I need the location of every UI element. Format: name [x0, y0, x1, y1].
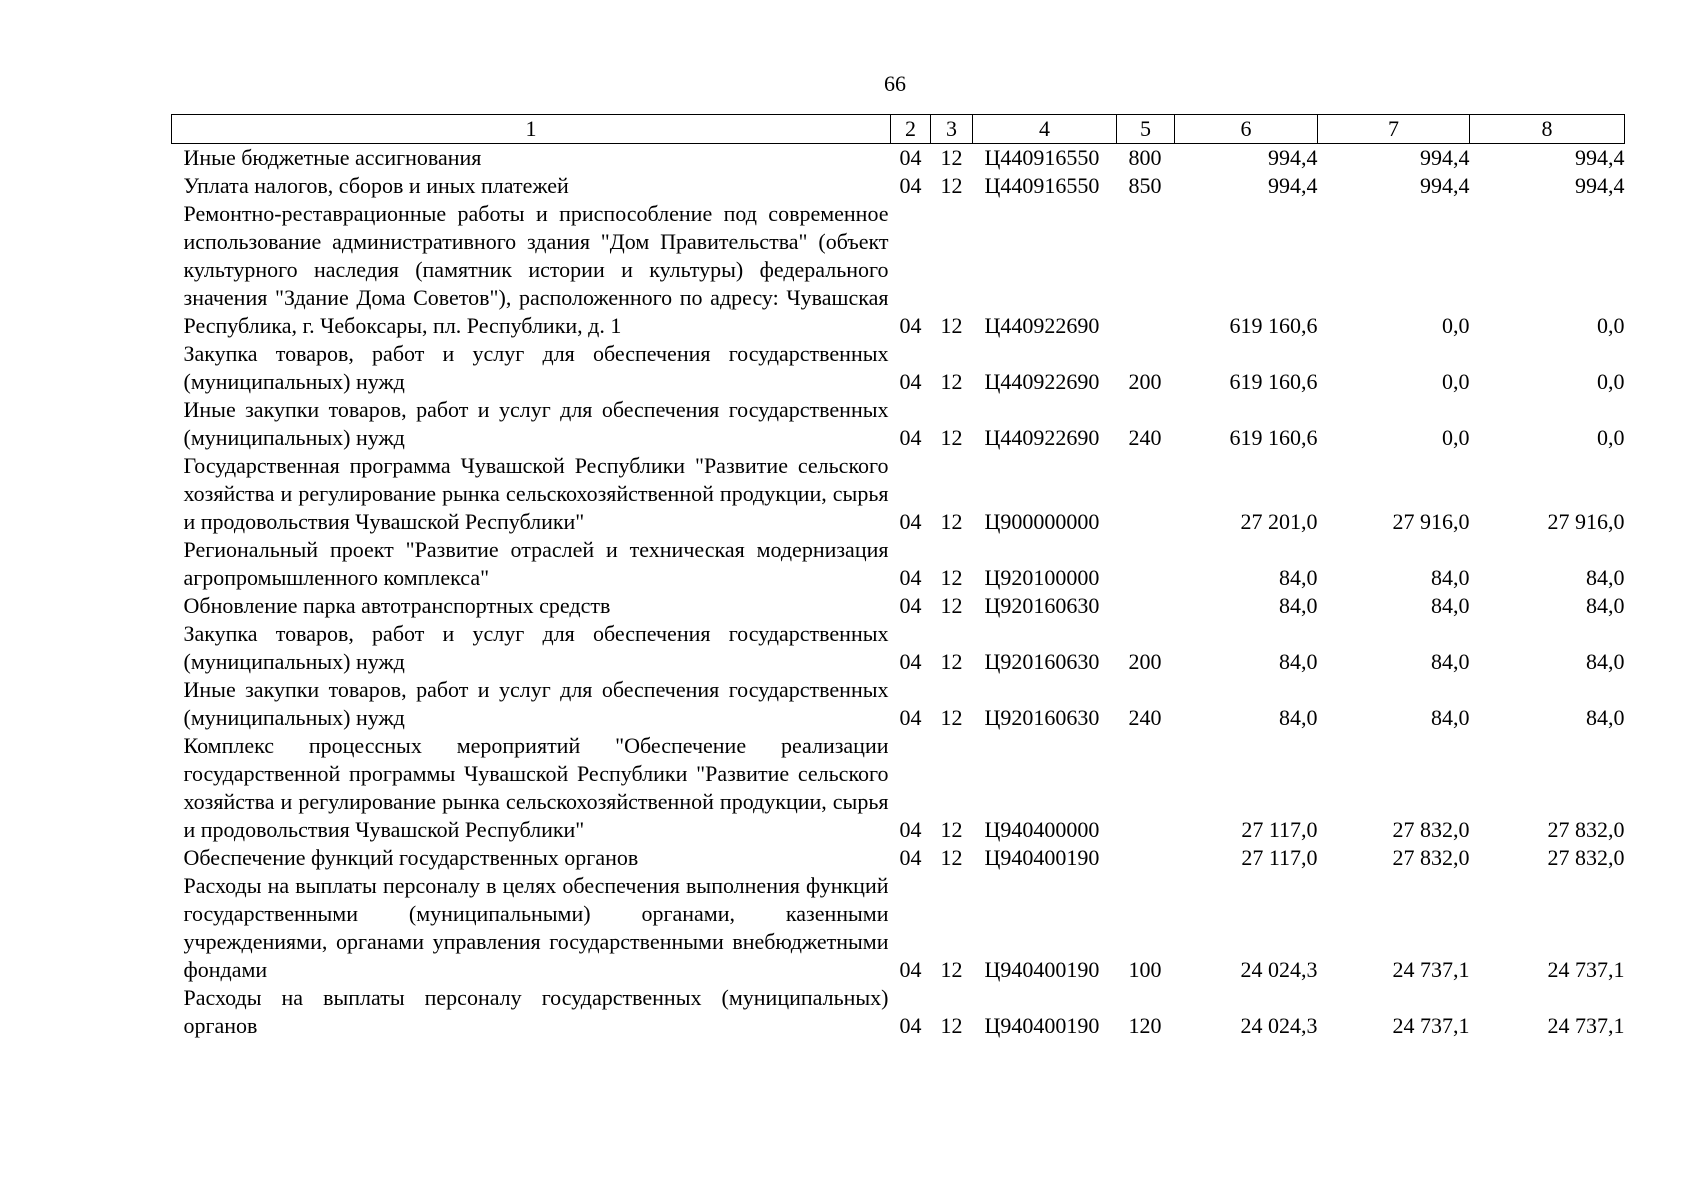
- cell-year-2-amount: 24 737,1: [1392, 1013, 1470, 1038]
- cell-year-2-amount: 84,0: [1431, 593, 1470, 618]
- cell-year-1-amount: 24 024,3: [1240, 1013, 1318, 1038]
- cell-expense-type: [1117, 452, 1175, 536]
- cell-year-2-amount: 27 832,0: [1392, 817, 1470, 842]
- cell-target-article: Ц440922690: [984, 425, 1100, 450]
- cell-year-1-amount: 27 117,0: [1241, 817, 1318, 842]
- cell-year-1-amount: 27 201,0: [1240, 509, 1318, 534]
- page-number: 66: [884, 71, 906, 96]
- cell-year-2-amount: 0,0: [1442, 425, 1470, 450]
- cell-year-3-amount: 27 916,0: [1547, 509, 1625, 534]
- header-col-year-2: 7: [1318, 115, 1470, 144]
- cell-expense-type: 240: [1128, 705, 1162, 730]
- cell-section: 04: [899, 173, 922, 198]
- cell-expense-type: 200: [1128, 369, 1162, 394]
- header-col-name: 1: [172, 115, 891, 144]
- cell-expense-type: 240: [1128, 425, 1162, 450]
- cell-section: 04: [899, 845, 922, 870]
- cell-subsection: 12: [940, 145, 963, 170]
- table-row: [172, 732, 1625, 844]
- cell-section: 04: [899, 565, 922, 590]
- cell-year-3-amount: 0,0: [1597, 369, 1625, 394]
- cell-target-article: Ц940400190: [984, 1013, 1100, 1038]
- cell-subsection: 12: [940, 845, 963, 870]
- cell-year-2-amount: 84,0: [1431, 705, 1470, 730]
- table-row: [172, 200, 1625, 340]
- cell-section: 04: [899, 593, 922, 618]
- cell-year-2-amount: 84,0: [1431, 565, 1470, 590]
- table-header: [172, 115, 1625, 144]
- cell-subsection: 12: [940, 593, 963, 618]
- header-row: [172, 115, 1625, 144]
- cell-expense-type: [1117, 844, 1175, 872]
- cell-year-3-amount: 24 737,1: [1547, 957, 1625, 982]
- cell-subsection: 12: [940, 1013, 963, 1038]
- cell-year-3-amount: 84,0: [1586, 649, 1625, 674]
- cell-year-2-amount: 84,0: [1431, 649, 1470, 674]
- cell-year-2-amount: 994,4: [1420, 173, 1470, 198]
- header-col-target-article: 4: [973, 115, 1117, 144]
- cell-name: Ремонтно-реставрационные работы и приспособление под современное использование административного здания "Дом Правительства" (объект культурного наследия (памятник истории и культуры) федерального значения "Здание Дома Советов"), расположенного по адресу: Чувашская Республика, г. Чебоксары, пл. Республики, д. 1: [183, 201, 889, 338]
- table-row: [172, 396, 1625, 452]
- cell-year-1-amount: 84,0: [1279, 565, 1318, 590]
- cell-subsection: 12: [940, 649, 963, 674]
- header-col-section: 2: [891, 115, 931, 144]
- cell-section: 04: [899, 509, 922, 534]
- cell-name: Иные бюджетные ассигнования: [183, 145, 482, 170]
- table-row: [172, 340, 1625, 396]
- table-row: [172, 452, 1625, 536]
- cell-section: 04: [899, 817, 922, 842]
- cell-expense-type: 200: [1128, 649, 1162, 674]
- cell-section: 04: [899, 425, 922, 450]
- cell-target-article: Ц920160630: [984, 705, 1100, 730]
- cell-subsection: 12: [940, 817, 963, 842]
- cell-name: Иные закупки товаров, работ и услуг для обеспечения государственных (муниципальных) нужд: [183, 397, 889, 450]
- cell-target-article: Ц440922690: [984, 369, 1100, 394]
- cell-expense-type: [1117, 732, 1175, 844]
- cell-target-article: Ц920160630: [984, 593, 1100, 618]
- cell-subsection: 12: [940, 313, 963, 338]
- cell-section: 04: [899, 705, 922, 730]
- cell-year-1-amount: 84,0: [1279, 593, 1318, 618]
- cell-subsection: 12: [940, 565, 963, 590]
- cell-year-3-amount: 84,0: [1586, 593, 1625, 618]
- cell-year-3-amount: 0,0: [1597, 313, 1625, 338]
- cell-subsection: 12: [940, 509, 963, 534]
- header-col-year-1: 6: [1175, 115, 1318, 144]
- cell-subsection: 12: [940, 425, 963, 450]
- cell-target-article: Ц940400190: [984, 957, 1100, 982]
- cell-year-1-amount: 619 160,6: [1229, 425, 1318, 450]
- cell-year-1-amount: 24 024,3: [1240, 957, 1318, 982]
- cell-target-article: Ц440916550: [984, 145, 1100, 170]
- cell-expense-type: 120: [1128, 1013, 1162, 1038]
- table-row: [172, 676, 1625, 732]
- cell-name: Государственная программа Чувашской Республики "Развитие сельского хозяйства и регулирование рынка сельскохозяйственной продукции, сырья и продовольствия Чувашской Республики": [183, 453, 889, 534]
- cell-year-3-amount: 84,0: [1586, 565, 1625, 590]
- cell-expense-type: 850: [1128, 173, 1162, 198]
- cell-year-3-amount: 27 832,0: [1547, 845, 1625, 870]
- budget-table: [171, 114, 1625, 1040]
- cell-expense-type: 100: [1128, 957, 1162, 982]
- cell-subsection: 12: [940, 957, 963, 982]
- cell-year-3-amount: 24 737,1: [1547, 1013, 1625, 1038]
- cell-name: Региональный проект "Развитие отраслей и техническая модернизация агропромышленного комплекса": [183, 537, 889, 590]
- table-body: [172, 144, 1625, 1041]
- table-row: [172, 172, 1625, 200]
- cell-expense-type: 800: [1128, 145, 1162, 170]
- cell-year-3-amount: 994,4: [1575, 145, 1625, 170]
- cell-name: Расходы на выплаты персоналу в целях обеспечения выполнения функций государственными (муниципальными) органами, казенными учреждениями, органами управления государственными внебюджетными фондами: [183, 873, 889, 982]
- cell-name: Обеспечение функций государственных органов: [183, 845, 639, 870]
- cell-year-2-amount: 27 916,0: [1392, 509, 1470, 534]
- header-col-expense-type: 5: [1117, 115, 1175, 144]
- cell-year-2-amount: 0,0: [1442, 313, 1470, 338]
- cell-target-article: Ц440922690: [984, 313, 1100, 338]
- cell-target-article: Ц900000000: [984, 509, 1100, 534]
- cell-target-article: Ц920160630: [984, 649, 1100, 674]
- cell-section: 04: [899, 369, 922, 394]
- cell-expense-type: [1117, 200, 1175, 340]
- cell-year-1-amount: 27 117,0: [1241, 845, 1318, 870]
- cell-year-1-amount: 619 160,6: [1229, 313, 1318, 338]
- table-row: [172, 844, 1625, 872]
- cell-section: 04: [899, 313, 922, 338]
- cell-name: Расходы на выплаты персоналу государственных (муниципальных) органов: [183, 985, 889, 1038]
- cell-target-article: Ц920100000: [984, 565, 1100, 590]
- cell-year-1-amount: 994,4: [1268, 173, 1318, 198]
- cell-name: Закупка товаров, работ и услуг для обеспечения государственных (муниципальных) нужд: [183, 621, 889, 674]
- cell-expense-type: [1117, 592, 1175, 620]
- cell-year-2-amount: 0,0: [1442, 369, 1470, 394]
- table-row: [172, 536, 1625, 592]
- cell-year-3-amount: 0,0: [1597, 425, 1625, 450]
- cell-year-3-amount: 84,0: [1586, 705, 1625, 730]
- cell-section: 04: [899, 649, 922, 674]
- cell-subsection: 12: [940, 173, 963, 198]
- cell-year-3-amount: 27 832,0: [1547, 817, 1625, 842]
- cell-target-article: Ц940400190: [984, 845, 1100, 870]
- cell-subsection: 12: [940, 705, 963, 730]
- cell-expense-type: [1117, 536, 1175, 592]
- cell-year-3-amount: 994,4: [1575, 173, 1625, 198]
- cell-section: 04: [899, 957, 922, 982]
- table-row: [172, 984, 1625, 1040]
- cell-target-article: Ц440916550: [984, 173, 1100, 198]
- table-row: [172, 872, 1625, 984]
- cell-name: Закупка товаров, работ и услуг для обеспечения государственных (муниципальных) нужд: [183, 341, 889, 394]
- cell-year-1-amount: 994,4: [1268, 145, 1318, 170]
- cell-year-1-amount: 619 160,6: [1229, 369, 1318, 394]
- table-row: [172, 592, 1625, 620]
- cell-name: Уплата налогов, сборов и иных платежей: [183, 173, 569, 198]
- cell-name: Комплекс процессных мероприятий "Обеспечение реализации государственной программы Чувашской Республики "Развитие сельского хозяйства и регулирование рынка сельскохозяйственной продукции, сырья и продовольствия Чувашской Республики": [183, 733, 889, 842]
- cell-target-article: Ц940400000: [984, 817, 1100, 842]
- cell-year-2-amount: 24 737,1: [1392, 957, 1470, 982]
- cell-year-2-amount: 994,4: [1420, 145, 1470, 170]
- header-col-subsection: 3: [931, 115, 973, 144]
- cell-section: 04: [899, 1013, 922, 1038]
- budget-table-container: [171, 114, 1624, 1040]
- cell-year-1-amount: 84,0: [1279, 649, 1318, 674]
- table-row: [172, 620, 1625, 676]
- header-col-year-3: 8: [1470, 115, 1625, 144]
- cell-name: Иные закупки товаров, работ и услуг для обеспечения государственных (муниципальных) нужд: [183, 677, 889, 730]
- table-row: [172, 144, 1625, 173]
- cell-name: Обновление парка автотранспортных средств: [183, 593, 611, 618]
- cell-year-1-amount: 84,0: [1279, 705, 1318, 730]
- cell-subsection: 12: [940, 369, 963, 394]
- cell-year-2-amount: 27 832,0: [1392, 845, 1470, 870]
- cell-section: 04: [899, 145, 922, 170]
